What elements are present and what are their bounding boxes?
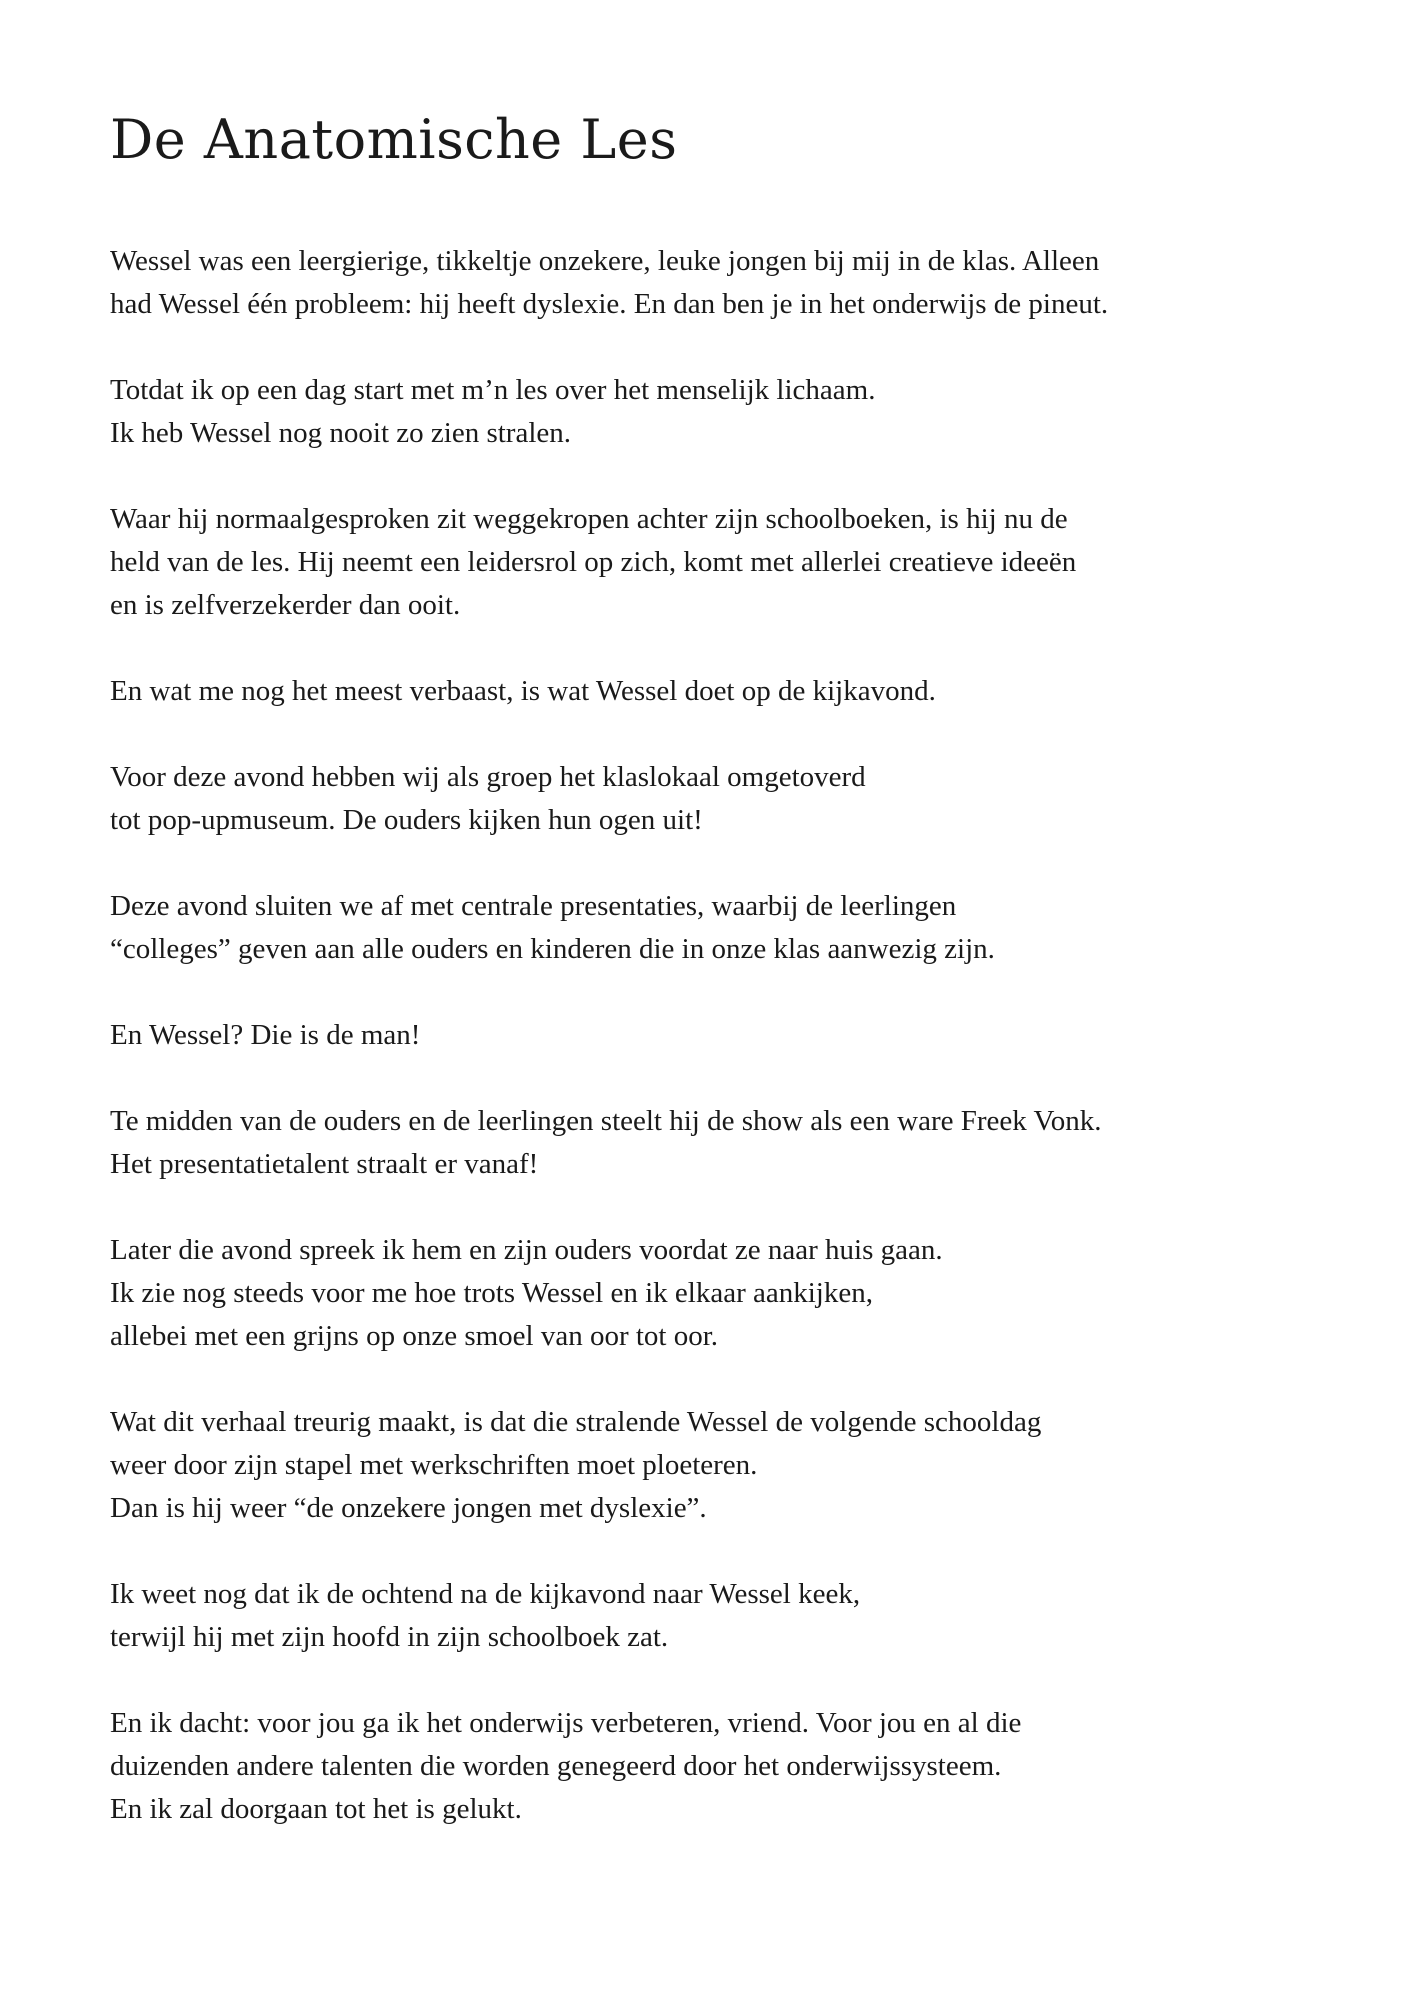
text-line: Ik weet nog dat ik de ochtend na de kijkavond naar Wessel keek, (110, 1578, 861, 1610)
text-line: Wat dit verhaal treurig maakt, is dat die stralende Wessel de volgende schooldag (110, 1406, 1042, 1438)
text-line: Voor deze avond hebben wij als groep het klaslokaal omgetoverd (110, 761, 866, 793)
text-line: Deze avond sluiten we af met centrale presentaties, waarbij de leerlingen (110, 890, 957, 922)
paragraph (110, 1100, 1330, 1186)
paragraph (110, 1573, 1330, 1659)
text-line: “colleges” geven aan alle ouders en kinderen die in onze klas aanwezig zijn. (110, 933, 995, 965)
page-title: De Anatomische Les (110, 108, 678, 171)
paragraph (110, 885, 1330, 971)
text-line: En Wessel? Die is de man! (110, 1019, 421, 1051)
text-line: held van de les. Hij neemt een leidersrol op zich, komt met allerlei creatieve ideeën (110, 546, 1077, 578)
paragraph (110, 1229, 1330, 1358)
text-line: Ik heb Wessel nog nooit zo zien stralen. (110, 417, 572, 449)
text-line: En ik dacht: voor jou ga ik het onderwijs verbeteren, vriend. Voor jou en al die (110, 1707, 1022, 1739)
paragraph (110, 670, 1330, 713)
text-line: terwijl hij met zijn hoofd in zijn schoolboek zat. (110, 1621, 669, 1653)
text-line: Het presentatietalent straalt er vanaf! (110, 1148, 539, 1180)
document-body (110, 240, 1330, 1874)
paragraph (110, 498, 1330, 627)
text-line: allebei met een grijns op onze smoel van oor tot oor. (110, 1320, 719, 1352)
text-line: Wessel was een leergierige, tikkeltje onzekere, leuke jongen bij mij in de klas. Alleen (110, 245, 1100, 277)
text-line: duizenden andere talenten die worden genegeerd door het onderwijssysteem. (110, 1750, 1002, 1782)
text-line: Te midden van de ouders en de leerlingen steelt hij de show als een ware Freek Vonk. (110, 1105, 1102, 1137)
paragraph (110, 756, 1330, 842)
paragraph (110, 1014, 1330, 1057)
text-line: Totdat ik op een dag start met m’n les over het menselijk lichaam. (110, 374, 876, 406)
text-line: En ik zal doorgaan tot het is gelukt. (110, 1793, 522, 1825)
text-line: Later die avond spreek ik hem en zijn ouders voordat ze naar huis gaan. (110, 1234, 943, 1266)
text-line: tot pop-upmuseum. De ouders kijken hun ogen uit! (110, 804, 703, 836)
text-line: en is zelfverzekerder dan ooit. (110, 589, 461, 621)
text-line: Waar hij normaalgesproken zit weggekropen achter zijn schoolboeken, is hij nu de (110, 503, 1068, 535)
text-line: had Wessel één probleem: hij heeft dyslexie. En dan ben je in het onderwijs de pineut. (110, 288, 1109, 320)
paragraph (110, 369, 1330, 455)
text-line: En wat me nog het meest verbaast, is wat Wessel doet op de kijkavond. (110, 675, 936, 707)
text-line: Dan is hij weer “de onzekere jongen met dyslexie”. (110, 1492, 707, 1524)
paragraph (110, 240, 1330, 326)
text-line: Ik zie nog steeds voor me hoe trots Wessel en ik elkaar aankijken, (110, 1277, 873, 1309)
paragraph (110, 1702, 1330, 1831)
paragraph (110, 1401, 1330, 1530)
text-line: weer door zijn stapel met werkschriften moet ploeteren. (110, 1449, 758, 1481)
